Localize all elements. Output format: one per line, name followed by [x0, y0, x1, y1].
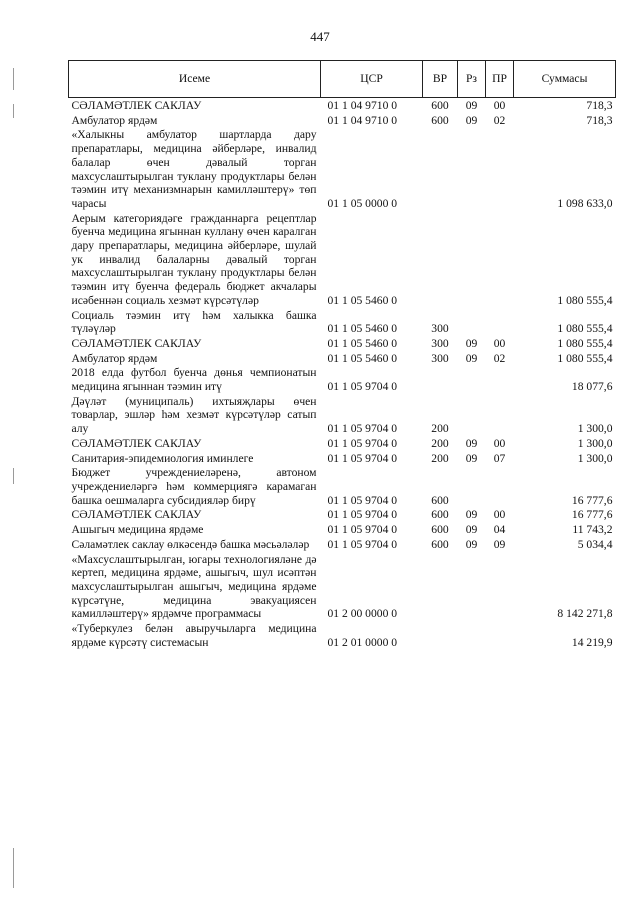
table-row — [69, 451, 616, 466]
row-sum: 1 080 555,4 — [557, 322, 613, 336]
row-name: «Халыкны амбулатор шартларда дару препаратлары, медицина әйберләре, инвалид балалар өчен дәвалый торган махсуслаштырылган туклану продуктлары белән тәэмин итү механизмнарын камилләштерү» төп чарасы — [71, 128, 317, 210]
row-csr: 01 1 05 9704 0 — [327, 380, 398, 394]
row-rz: 09 — [465, 436, 478, 450]
row-pr: 00 — [493, 436, 506, 450]
row-pr: 00 — [493, 508, 506, 522]
table-row — [69, 621, 616, 649]
row-rz: 09 — [465, 451, 478, 465]
row-csr: 01 1 04 9710 0 — [327, 99, 398, 112]
row-pr: 07 — [493, 451, 506, 465]
row-pr: 02 — [493, 113, 506, 127]
row-vr: 300 — [431, 351, 449, 365]
row-rz — [458, 621, 486, 649]
row-name: Амбулатор ярдәм — [71, 113, 158, 127]
row-csr: 01 1 05 0000 0 — [327, 196, 398, 210]
margin-mark — [13, 104, 14, 118]
row-name: СӘЛАМӘТЛЕК САКЛАУ — [71, 99, 202, 112]
page-number: 447 — [310, 29, 330, 44]
row-csr: 01 1 05 9704 0 — [327, 523, 398, 537]
row-name: Ашыгыч медицина ярдәме — [71, 523, 204, 537]
row-name: 2018 елда футбол буенча дөнья чемпионатын медицина ягыннан тәэмин итү — [71, 366, 317, 394]
row-pr: 09 — [493, 537, 506, 551]
row-name: СӘЛАМӘТЛЕК САКЛАУ — [71, 336, 202, 350]
row-sum: 5 034,4 — [577, 537, 613, 551]
row-csr: 01 1 05 9704 0 — [327, 508, 398, 522]
row-pr: 02 — [493, 351, 506, 365]
margin-mark — [13, 848, 14, 888]
row-pr — [486, 465, 514, 507]
row-rz — [458, 308, 486, 336]
row-name: Амбулатор ярдәм — [71, 351, 158, 365]
row-csr: 01 1 04 9710 0 — [327, 113, 398, 127]
row-sum: 1 080 555,4 — [557, 351, 613, 365]
column-header-rz: Рз — [458, 61, 486, 98]
row-pr — [486, 621, 514, 649]
table-row — [69, 336, 616, 351]
row-csr: 01 2 01 0000 0 — [327, 635, 398, 649]
row-name: Дәүләт (муниципаль) ихтыяҗлары өчен товарлар, эшләр һәм хезмәт күрсәтүләр сатып алу — [71, 394, 317, 436]
row-sum: 1 080 555,4 — [557, 336, 613, 350]
row-vr — [423, 211, 458, 308]
row-vr: 300 — [431, 336, 449, 350]
row-vr: 600 — [431, 99, 449, 112]
margin-mark — [13, 468, 14, 484]
row-vr: 200 — [431, 451, 449, 465]
row-vr: 600 — [431, 537, 449, 551]
table-row — [69, 394, 616, 436]
table-row — [69, 507, 616, 522]
row-pr: 00 — [493, 99, 506, 112]
table-row — [69, 522, 616, 537]
column-header-name: Исеме — [69, 61, 321, 98]
row-csr: 01 1 05 9704 0 — [327, 436, 398, 450]
margin-mark — [13, 68, 14, 90]
row-rz — [458, 211, 486, 308]
row-vr — [423, 552, 458, 622]
row-name: СӘЛАМӘТЛЕК САКЛАУ — [71, 508, 202, 522]
table-row — [69, 98, 616, 113]
row-vr: 600 — [431, 493, 449, 507]
row-rz — [458, 394, 486, 436]
row-sum: 18 077,6 — [571, 380, 613, 394]
row-name: «Махсуслаштырылган, югары технологияләне дә кертеп, медицина ярдәме, ашыгыч, шул исәптән махсуслаштырылган ашыгыч, медицина ярдәме күрсәтүне, медицина эвакуациясен камилләштерү» ярдәмче программасы — [71, 552, 317, 621]
row-pr — [486, 365, 514, 393]
row-pr: 00 — [493, 336, 506, 350]
row-csr: 01 1 05 5460 0 — [327, 351, 398, 365]
row-sum: 718,3 — [586, 113, 613, 127]
row-vr: 200 — [431, 422, 449, 436]
row-name: «Туберкулез белән авыручыларга медицина ярдәме күрсәтү системасын — [71, 622, 317, 649]
row-vr: 600 — [431, 523, 449, 537]
row-name: Сәламәтлек саклау өлкәсендә башка мәсьәләләр — [71, 537, 310, 551]
row-csr: 01 1 05 9704 0 — [327, 422, 398, 436]
row-sum: 718,3 — [586, 99, 613, 112]
table-row — [69, 365, 616, 393]
table-row — [69, 351, 616, 366]
row-name: Аерым категориядәге гражданнарга рецептлар буенча медицина ягыннан куллану өчен каралган дару препаратлары, медицина әйберләре, шулай ук инвалид балаларны дәвалый торган махсуслаштырылган туклану продуктлары белән тәэмин итү буенча федераль бюджет акчалары исәбеннән социаль хезмәт күрсәтүләр — [71, 211, 317, 307]
row-vr: 600 — [431, 508, 449, 522]
row-csr: 01 1 05 9704 0 — [327, 537, 398, 551]
row-sum: 16 777,6 — [571, 493, 613, 507]
row-vr: 600 — [431, 113, 449, 127]
row-csr: 01 2 00 0000 0 — [327, 607, 398, 621]
row-name: Бюджет учреждениеләренә, автоном учреждениеләргә һәм коммерциягә карамаган башка оешмаларга субсидияләр бирү — [71, 466, 317, 507]
row-sum: 1 098 633,0 — [557, 196, 613, 210]
table-row — [69, 465, 616, 507]
row-rz — [458, 365, 486, 393]
row-csr: 01 1 05 9704 0 — [327, 493, 398, 507]
table-header-row — [69, 61, 616, 98]
table-row — [69, 436, 616, 451]
row-sum: 1 300,0 — [577, 451, 613, 465]
row-vr — [423, 365, 458, 393]
row-name: Социаль тәэмин итү һәм халыкка башка түләүләр — [71, 308, 317, 336]
row-rz — [458, 127, 486, 210]
row-pr — [486, 308, 514, 336]
column-header-csr: ЦСР — [321, 61, 423, 98]
row-pr — [486, 394, 514, 436]
row-vr — [423, 621, 458, 649]
column-header-pr: ПР — [486, 61, 514, 98]
table-row — [69, 552, 616, 622]
row-pr — [486, 211, 514, 308]
table-row — [69, 308, 616, 336]
row-csr: 01 1 05 9704 0 — [327, 451, 398, 465]
column-header-sum: Суммасы — [514, 61, 616, 98]
row-sum: 8 142 271,8 — [557, 607, 613, 621]
row-vr: 300 — [431, 322, 449, 336]
row-pr — [486, 127, 514, 210]
column-header-vr: ВР — [423, 61, 458, 98]
table-row — [69, 537, 616, 552]
row-sum: 16 777,6 — [571, 508, 613, 522]
row-rz: 09 — [465, 523, 478, 537]
row-sum: 1 300,0 — [577, 436, 613, 450]
row-rz: 09 — [465, 508, 478, 522]
row-rz: 09 — [465, 99, 478, 112]
table-row — [69, 211, 616, 308]
row-rz — [458, 552, 486, 622]
row-name: Санитария-эпидемиология иминлеге — [71, 451, 254, 465]
row-rz — [458, 465, 486, 507]
table-row — [69, 127, 616, 210]
row-csr: 01 1 05 5460 0 — [327, 322, 398, 336]
row-rz: 09 — [465, 351, 478, 365]
row-rz: 09 — [465, 336, 478, 350]
row-vr: 200 — [431, 436, 449, 450]
table-row — [69, 113, 616, 128]
row-rz: 09 — [465, 113, 478, 127]
row-pr: 04 — [493, 523, 506, 537]
row-csr: 01 1 05 5460 0 — [327, 293, 398, 307]
row-sum: 1 080 555,4 — [557, 293, 613, 307]
row-csr: 01 1 05 5460 0 — [327, 336, 398, 350]
row-pr — [486, 552, 514, 622]
row-sum: 1 300,0 — [577, 422, 613, 436]
budget-table — [68, 60, 616, 649]
row-vr — [423, 127, 458, 210]
row-sum: 14 219,9 — [571, 635, 613, 649]
row-name: СӘЛАМӘТЛЕК САКЛАУ — [71, 436, 202, 450]
row-rz: 09 — [465, 537, 478, 551]
row-sum: 11 743,2 — [572, 523, 613, 537]
